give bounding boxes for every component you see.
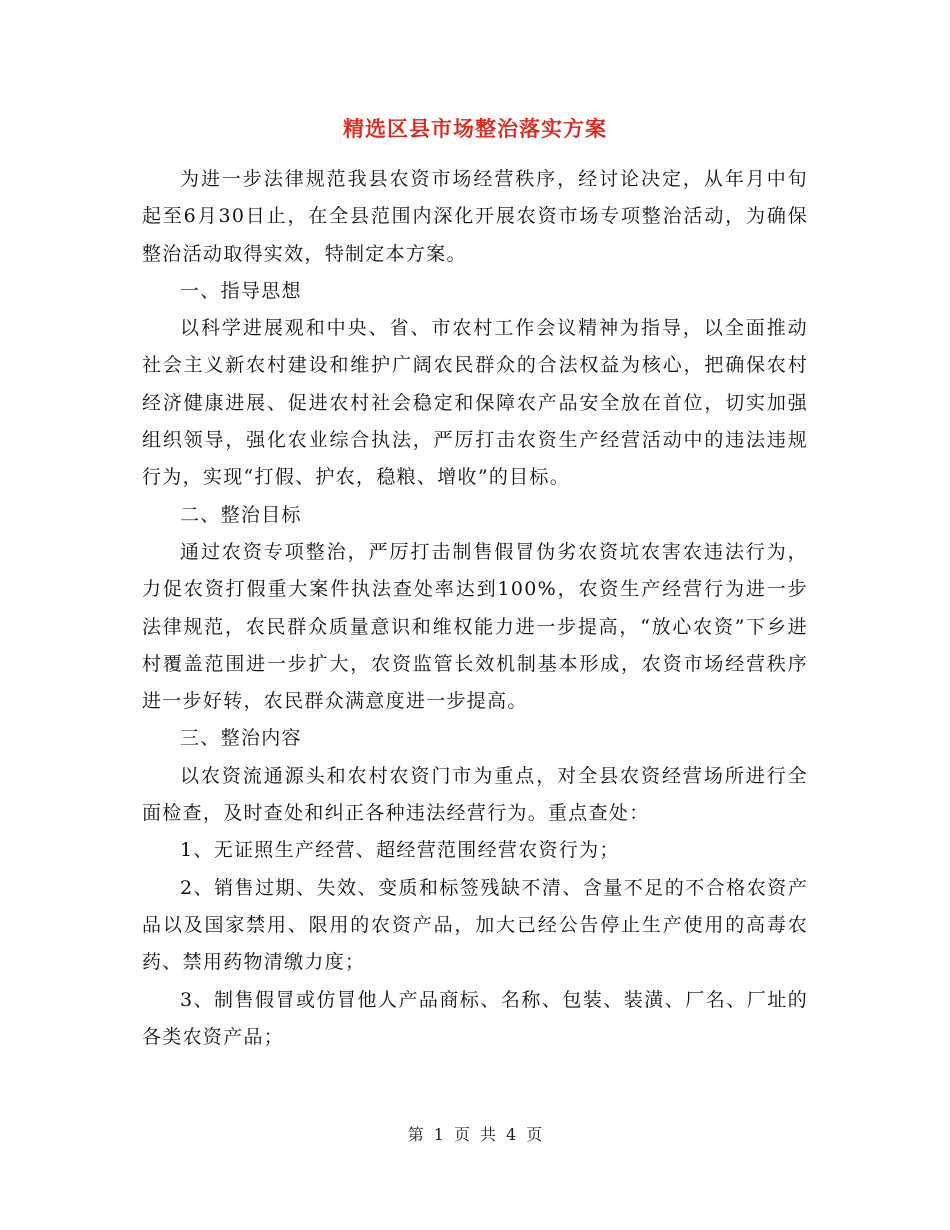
footer-total-label: 共 bbox=[480, 1125, 497, 1144]
page-footer bbox=[0, 1123, 950, 1147]
paragraph-content: 以农资流通源头和农村农资门市为重点，对全县农资经营场所进行全面检查，及时查处和纠正各种违法经营行为。重点查处： bbox=[142, 764, 808, 825]
footer-total-unit: 页 bbox=[526, 1125, 543, 1144]
list-item-2: 2、销售过期、失效、变质和标签残缺不清、含量不足的不合格农资产品以及国家禁用、限用的农资产品，加大已经公告停止生产使用的高毒农药、禁用药物清缴力度； bbox=[142, 876, 808, 974]
footer-total-pages: 4 bbox=[506, 1125, 517, 1144]
paragraph-goals: 通过农资专项整治，严厉打击制售假冒伪劣农资坑农害农违法行为，力促农资打假重大案件执法查处率达到100%，农资生产经营行为进一步法律规范，农民群众质量意识和维权能力进一步提高，“放心农资”下乡进村覆盖范围进一步扩大，农资监管长效机制基本形成，农资市场经营秩序进一步好转，农民群众满意度进一步提高。 bbox=[142, 540, 808, 713]
section-heading-content: 三、整治内容 bbox=[180, 727, 302, 750]
document-title: 精选区县市场整治落实方案 bbox=[343, 116, 607, 141]
footer-current-page: 1 bbox=[433, 1125, 444, 1144]
list-item-1: 1、无证照生产经营、超经营范围经营农资行为； bbox=[180, 839, 620, 862]
paragraph-intro: 为进一步法律规范我县农资市场经营秩序，经讨论决定，从年月中旬起至6月30日止，在全县范围内深化开展农资市场专项整治活动，为确保整治活动取得实效，特制定本方案。 bbox=[142, 168, 808, 265]
list-item-3: 3、制售假冒或仿冒他人产品商标、名称、包装、装潢、厂名、厂址的各类农资产品； bbox=[142, 988, 808, 1048]
section-heading-goals: 二、整治目标 bbox=[180, 503, 302, 526]
document-body bbox=[142, 161, 808, 1056]
footer-page-unit: 页 bbox=[453, 1125, 470, 1144]
section-heading-guiding-ideology: 一、指导思想 bbox=[180, 279, 302, 302]
paragraph-guiding-ideology: 以科学进展观和中央、省、市农村工作会议精神为指导，以全面推动社会主义新农村建设和维护广阔农民群众的合法权益为核心，把确保农村经济健康进展、促进农村社会稳定和保障农产品安全放在首位，切实加强组织领导，强化农业综合执法，严厉打击农资生产经营活动中的违法违规行为，实现“打假、护农，稳粮、增收”的目标。 bbox=[142, 317, 808, 489]
footer-page-label: 第 bbox=[407, 1125, 424, 1144]
